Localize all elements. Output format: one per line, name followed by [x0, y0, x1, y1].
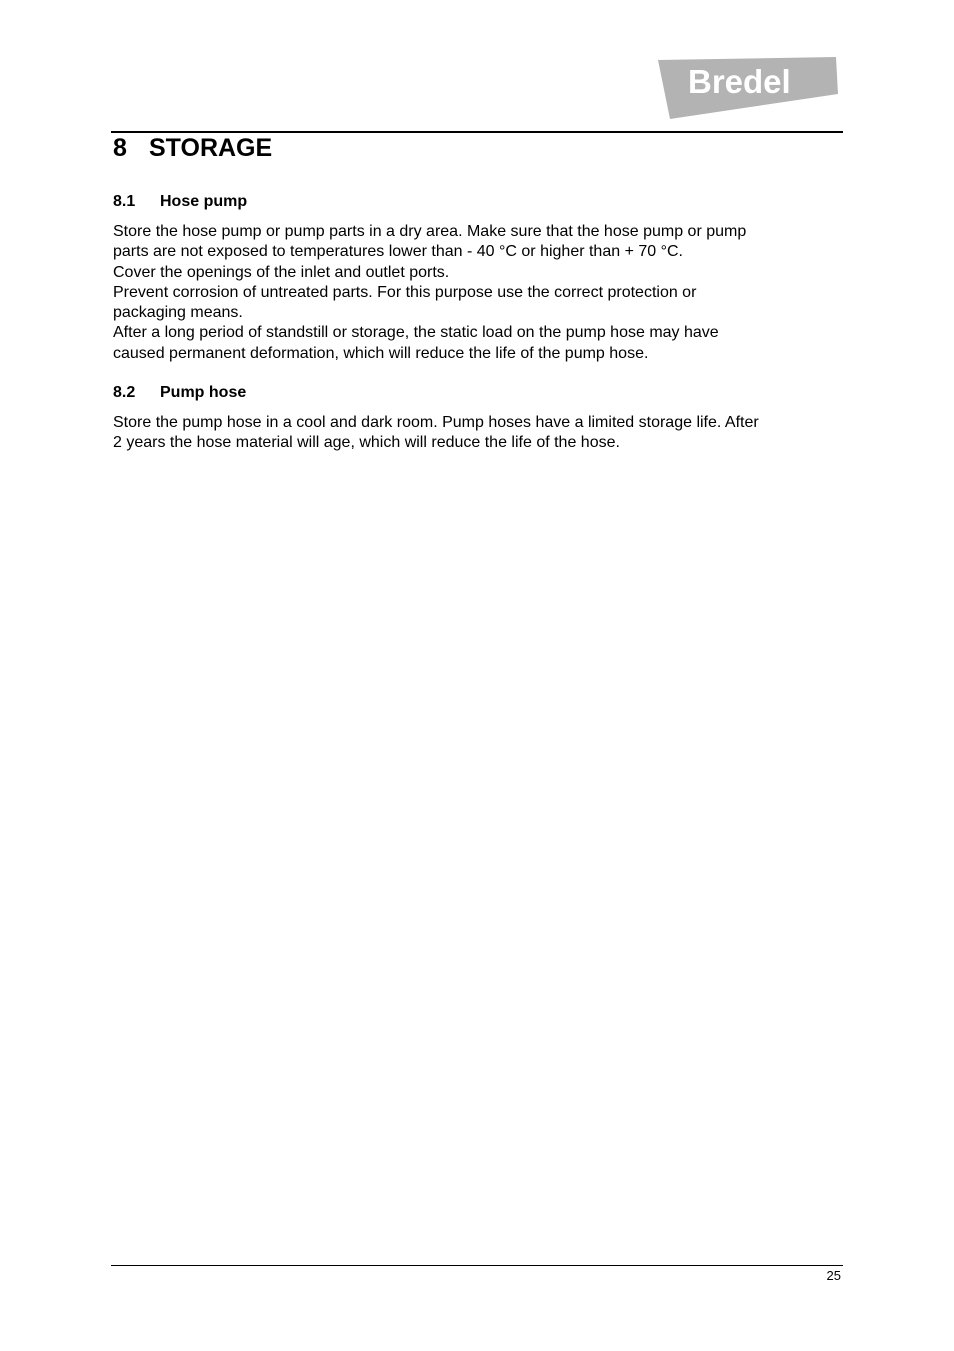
section-title: Pump hose — [160, 384, 247, 401]
section-number: 8.1 — [113, 193, 136, 210]
chapter-title-text: STORAGE — [149, 134, 273, 162]
logo-text: Bredel — [688, 63, 791, 100]
body-line: caused permanent deformation, which will reduce the life of the pump hose. — [113, 344, 649, 362]
bredel-logo-graphic — [656, 56, 840, 120]
body-line: Prevent corrosion of untreated parts. For this purpose use the correct protection or — [113, 283, 697, 301]
body-line: Store the hose pump or pump parts in a dry area. Make sure that the hose pump or pump — [113, 223, 747, 240]
section-number: 8.2 — [113, 384, 136, 401]
body-line: Cover the openings of the inlet and outlet ports. — [113, 263, 450, 281]
body-line: After a long period of standstill or storage, the static load on the pump hose may have — [113, 324, 719, 342]
body-line: 2 years the hose material will age, which will reduce the life of the hose. — [113, 434, 620, 452]
chapter-number: 8 — [113, 134, 127, 162]
body-line: packaging means. — [113, 304, 243, 322]
section-title: Hose pump — [160, 193, 248, 210]
section-heading-hose-pump — [113, 192, 247, 212]
chapter-title — [113, 132, 272, 164]
page-number: 25 — [826, 1268, 841, 1283]
body-line: Store the pump hose in a cool and dark room. Pump hoses have a limited storage life. After — [113, 414, 759, 431]
bredel-logo — [656, 56, 840, 120]
footer-rule — [111, 1265, 843, 1266]
section-body-hose-pump — [113, 222, 843, 364]
section-heading-pump-hose — [113, 383, 246, 403]
section-body-pump-hose — [113, 413, 843, 454]
body-line: parts are not exposed to temperatures lower than - 40 °C or higher than + 70 °C. — [113, 243, 683, 261]
